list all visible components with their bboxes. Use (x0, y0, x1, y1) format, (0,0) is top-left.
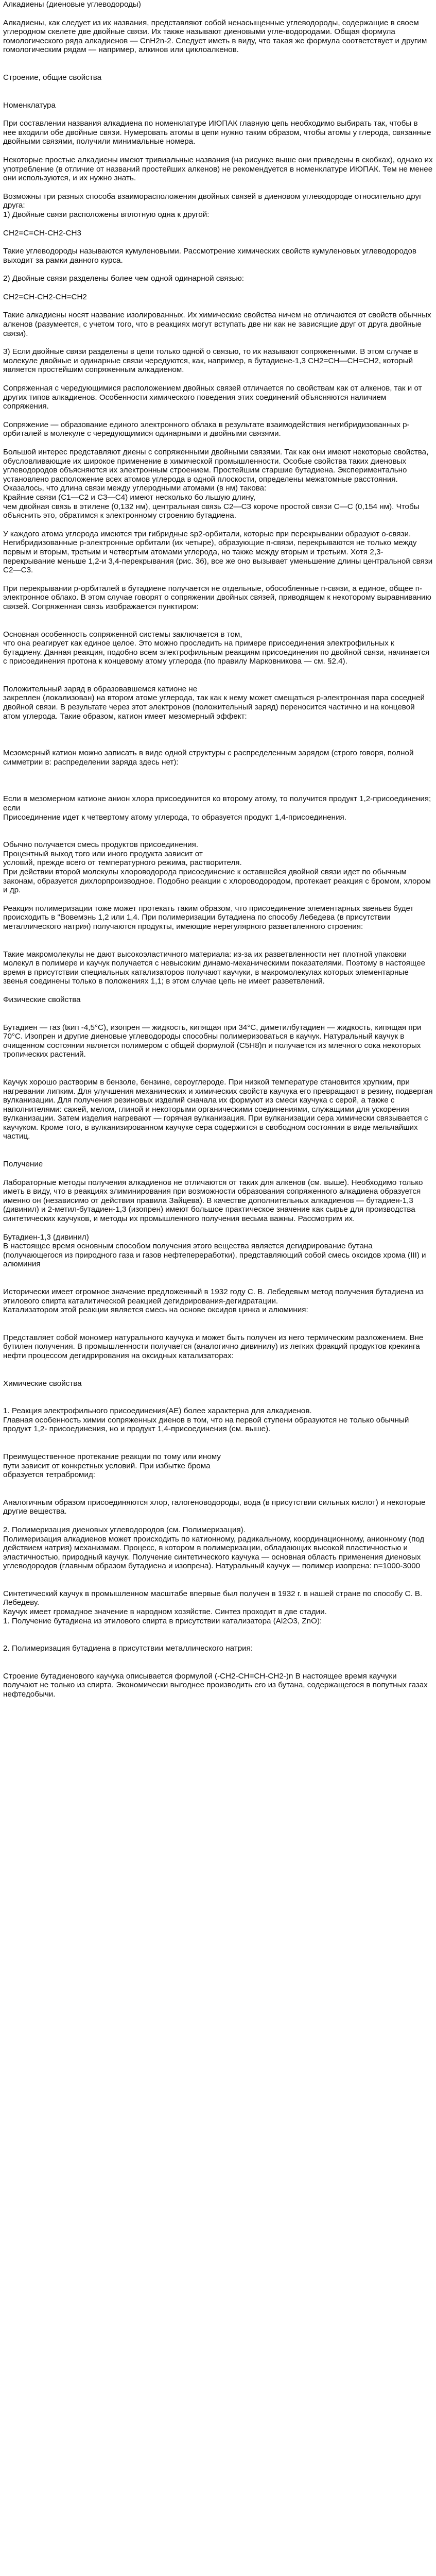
paragraph: образуется тетрабромид: (3, 1470, 96, 1480)
paragraph: 2) Двойные связи разделены более чем одной одинарной связью: (3, 274, 244, 283)
paragraph: Бутадиен — газ (tкип -4,5°C), изопрен — жидкость, кипящая при 34°C, диметилбутадиен — жидкость, кипящая при 70°C. Изопрен и другие диеновые углеводороды способны полимеризоваться в каучук. Натуральный каучук в очищенном состоянии является полимером с общей формулой (C5H8)n и получается из млечного сока некоторых тропических растений. (3, 1023, 422, 1059)
spacer (3, 1069, 433, 1078)
spacer (3, 1443, 433, 1452)
paragraph: Получение (3, 1160, 43, 1169)
spacer (3, 92, 433, 101)
paragraph: закреплен (локализован) на втором атоме углерода, так как к нему может смещаться р-электронная пара соседней двойной связи. В результате через этот электронов (положительный заряд) переносится частично и на концевой атом углерода. Такие образом, катион имеет мезомерный эффект: (3, 693, 425, 721)
paragraph: Мезомерный катион можно записать в виде одной структуры с распределенным зарядом (строго говоря, полной симметрии в: распределении заряда здесь нет): (3, 749, 414, 767)
paragraph: Крайние связи (С1—С2 и С3—С4) имеют несколько бо льшую длину, (3, 493, 256, 502)
spacer (3, 1014, 433, 1023)
spacer (3, 621, 433, 630)
paragraph: Такие углеводороды называются кумуленовыми. Рассмотрение химических свойств кумуленовых углеводородов выходит за рамки данного курса. (3, 247, 416, 265)
paragraph: Каучук имеет громадное значение в народном хозяйстве. Синтез проходит в две стадии. (3, 1607, 327, 1617)
paragraph: Сопряженная с чередующимися расположением двойных связей отличается по свойствам как от алкенов, так и от других типов алкадиенов. Особенности химического поведения этих соединений объясняются наличием сопряжения. (3, 384, 422, 411)
paragraph: Исторически имеет огромное значение предложенный в 1932 году С. В. Лебедевым метод получения бутадиена из этилового спирта каталитической реакцией дегидрирования-дегидратации. (3, 1287, 424, 1306)
paragraph: Аналогичным образом присоединяются хлор, галогеноводороды, вода (в присутствии сильных кислот) и некоторые другие вещества. (3, 1498, 426, 1516)
paragraph: 1. Реакция электрофильного присоединения(AE) более характерна для алкадиенов. (3, 1406, 312, 1416)
paragraph: 3) Если двойные связи разделены в цепи только одной о связью, то их называют сопряженными. В этом случае в молекуле двойные и одинарные связи чередуются, как, например, в бутадиене-1,3 CH2=CH—CH=CH2, который является простейшим сопряженным алкадиеном. (3, 347, 418, 375)
spacer (3, 1397, 433, 1406)
spacer (3, 675, 433, 685)
paragraph: При составлении названия алкадиена по номенклатуре ИЮПАК главную цепь необходимо выбирать так, чтобы в нее входили обе двойные связи. Нумеровать атомы в цепи нужно таким образом, чтобы атомы у глерода, связанные двойными связями, получили минимальные номера. (3, 119, 431, 146)
spacer (3, 1370, 433, 1379)
paragraph: Главная особенность химии сопряженных диенов в том, что на первой ступени образуются не только обычный продукт 1,2- присоединения, но и продукт 1,4-присоединения (см. выше). (3, 1415, 409, 1434)
paragraph: CH2=C=CH-CH2-CH3 (3, 228, 81, 238)
paragraph: что она реагирует как единое целое. Это можно проследить на примере присоединения электрофильных к бутадиену. Данная реакция, подобно всем электрофильным реакциям присоединения по двойной связи, начинается с присоединения протона к концевому атому углерода (по правилу Марковникова — см. §2.4). (3, 639, 430, 666)
paragraph: Некоторые простые алкадиены имеют тривиальные названия (на рисунке выше они приведены в скобках), однако их употребление (в отличие от названий простейших алкенов) не рекомендуется в номенклатуре ИЮПАК. Тем не менее они используются, и их нужно знать. (3, 155, 433, 183)
paragraph: При действии второй молекулы хлороводорода присоединение к оставшейся двойной связи идет по обычным законам, образуется дихлорпроизводное. Подобно реакции с хлороводородом, протекает реакция с бромом, хлором и др. (3, 868, 431, 895)
paragraph: Химические свойства (3, 1379, 82, 1388)
spacer (3, 776, 433, 794)
paragraph: Сопряжение — образование единого электронного облака в результате взаимодействия негибридизованных р-орбиталей в молекуле с чередующимися одинарными и двойными связями. (3, 420, 410, 438)
paragraph: В настоящее время основным способом получения этого вещества является дегидрирование бутана (получающегося из природного газа и газов нефтепереработки), представляющий собой смесь оксидов хрома (III) и алюминия (3, 1242, 426, 1269)
paragraph: 1. Получение бутадиена из этилового спирта в присутствии катализатора (Al2O3, ZnO): (3, 1616, 322, 1625)
paragraph: У каждого атома углерода имеются три гибридные sp2-орбитали, которые при перекрывании образуют о-связи. Негибридизованные р-электронные орбитали (их четыре), образующие п-связи, перекрываются не только между первым и вторым, третьим и четвертым атомами углерода, но также между вторым и третьим. Хотя 2,3-перекрывание меньше 1,2-и 3,4-перекрывания (рис. 36), все же оно вызывает уменьшение длины центральной связи С2—С3. (3, 529, 433, 575)
paragraph: Лабораторные методы получения алкадиенов не отличаются от таких для алкенов (см. выше). Необходимо только иметь в виду, что в реакциях элиминирования при возможности образования сопряженного алкадиена образуется именно он (независимо от действия правила Зайцева). В качестве дополнительных алкадиенов — бутадиен-1,3 (дивинил) и 2-метил-бутадиен-1,3 (изопрен) имеют большое практическое значение как сырье для производства синтетических каучуков, и методы их промышленного получения весьма важны. Рассмотрим их. (3, 1178, 423, 1224)
spacer (3, 831, 433, 840)
paragraph: Если в мезомерном катионе анион хлора присоединится ко второму атому, то получится продукт 1,2-присоединения; если (3, 794, 431, 813)
paragraph: Алкадиены (диеновые углеводороды) (3, 0, 141, 9)
spacer (3, 64, 433, 73)
spacer (3, 1278, 433, 1287)
paragraph: 1) Двойные связи расположены вплотную одна к другой: (3, 210, 210, 219)
paragraph: Полимеризация алкадиенов может происходить по катионному, радикальному, координационному, анионному (под действием натрия) механизмам. Процесс, в котором в полимеризации, обладающих высокой пластичностью и эластичностью, природный каучук. Получение синтетического каучука — основная область применения диеновых углеводородов (главным образом бутадиена и изопрена). Натуральный каучук — полимер изопрена: n=1000-3000 (3, 1534, 425, 1571)
spacer (3, 1635, 433, 1644)
spacer (3, 1489, 433, 1498)
paragraph: CH2=CH-CH2-CH=CH2 (3, 292, 87, 301)
paragraph: Строение бутадиенового каучука описывается формулой (-CH2-CH=CH-CH2-)n В настоящее время каучуки получают не только из спирта. Экономически выгоднее производить его из бутана, содержащегося в попутных газах нефтедобычи. (3, 1671, 428, 1699)
spacer (3, 1150, 433, 1160)
paragraph: условий, прежде всего от температурного режима, растворителя. (3, 858, 242, 868)
paragraph: Реакция полимеризации тоже может протекать таким образом, что присоединение элементарных звеньев будет происходить в "Вовемэнь 1,2 или 1,4. При полимеризации бутадиена по способу Лебедева (в присутствии металлического натрия) получаются продукты, имеющие нерегулярного разветвленного строения: (3, 904, 414, 931)
paragraph: Представляет собой мономер натурального каучука и может быть получен из него термическим разложением. Вне бутилен получения. В промышленности получается (аналогично дивинилу) из легких фракций продуктов крекинга нефти процессом дегидрирования на оксидных катализаторах: (3, 1333, 424, 1360)
paragraph: Номенклатура (3, 100, 56, 110)
spacer (3, 730, 433, 749)
paragraph: Синтетический каучук в промышленном масштабе впервые был получен в 1932 г. в нашей стране по способу С. В. Лебедеву. (3, 1589, 423, 1607)
paragraph: чем двойная связь в этилене (0,132 нм), центральная связь С2—С3 короче простой связи С—С (0,154 нм). Чтобы объяснить это, обратимся к электронному строению бутадиена. (3, 502, 420, 520)
paragraph: Присоединение идет к четвертому атому углерода, то образуется продукт 1,4-присоединения. (3, 812, 346, 822)
paragraph: Строение, общие свойства (3, 73, 102, 82)
paragraph: 2. Полимеризация бутадиена в присутствии металлического натрия: (3, 1644, 253, 1653)
spacer (3, 1324, 433, 1333)
paragraph: Преимущественное протекание реакции по тому или иному (3, 1452, 221, 1461)
paragraph: Процентный выход того или иного продукта зависит от (3, 849, 203, 858)
paragraph: Основная особенность сопряженной системы заключается в том, (3, 630, 242, 639)
paragraph: Большой интерес представляют диены с сопряженными двойными связями. Так как они имеют некоторые свойства, обусловливающие их широкое применение в химической промышленности. Особые свойства таких диеновых углеводородов объясняются их электронным строением. Простейшим старшие бутадиена. Экспериментально установлено расположение всех атомов углерода в одной плоскости, определены межатомные расстояния. Оказалось, что длина связи между углеродными атомами (в нм) такова: (3, 448, 429, 493)
paragraph: Возможны три разных способа взаиморасположения двойных связей в диеновом углеводороде относительно друг друга: (3, 192, 422, 210)
spacer (3, 1663, 433, 1672)
paragraph: Такие алкадиены носят название изолированных. Их химические свойства ничем не отличаются от свойств обычных алкенов (разумеется, с учетом того, что в реакциях могут вступать две ни как не зависящие друг от друга двойные связи). (3, 311, 431, 338)
paragraph: Такие макромолекулы не дают высокоэластичного материала: из-за их разветвленности нет плотной упаковки молекул в полимере и каучук получается с невысоким динамо-механическими показателями. Поэтому в настоящее время в присутствии специальных катализаторов получают каучуки, в макромолекулах которых элементарные звенья соединены только в положениях 1,1; в этом случае цепь не имеет разветвлений. (3, 950, 426, 986)
paragraph: Положительный заряд в образовавшемся катионе не (3, 684, 198, 693)
paragraph: Физические свойства (3, 995, 81, 1004)
paragraph: При перекрывании р-орбиталей в бутадиене получается не отдельные, обособленные п-связи, а единое, общее п-электронное облако. В этом случае говорят о сопряжении двойных связей, приводящем к некоторому выравниванию связей. Сопряженная связь изображается пунктиром: (3, 584, 431, 611)
paragraph: Алкадиены, как следует из их названия, представляют собой ненасыщенные углеводороды, содержащие в своем углеродном скелете две двойные связи. Их также называют диеновыми угле-водородами. Общая формула гомологического ряда алкадиенов — CnH2n-2. Следует иметь в виду, что такая же формула соответствует и другим гомологическим рядам — например, алкинов или циклоалкенов. (3, 18, 427, 55)
paragraph: Каучук хорошо растворим в бензоле, бензине, сероуглероде. При низкой температуре становится хрупким, при нагревании липким. Для улучшения механических и химических свойств каучука его превращают в резину, подвергая вулканизации. Для получения резиновых изделий сначала их формуют из смеси каучука с серой, а также с наполнителями: сажей, мелом, глиной и некоторыми органическими соединениями, служащими для ускорения вулканизации. Затем изделия нагревают — горячая вулканизация. При вулканизации сера химически связывается с каучуком. Кроме того, в вулканизированном каучуке сера содержится в свободном состоянии в виде мельчайших частиц. (3, 1077, 433, 1141)
paragraph: Обычно получается смесь продуктов присоединения. (3, 840, 199, 850)
paragraph: Катализатором этой реакции является смесь на основе оксидов цинка и алюминия: (3, 1306, 308, 1315)
spacer (3, 941, 433, 950)
spacer (3, 1580, 433, 1589)
paragraph: пути зависит от конкретных условий. При избытке брома (3, 1461, 211, 1470)
paragraph: Бутадиен-1,3 (дивинил) (3, 1232, 89, 1242)
paragraph: 2. Полимеризация диеновых углеводородов (см. Полимеризация). (3, 1525, 246, 1534)
